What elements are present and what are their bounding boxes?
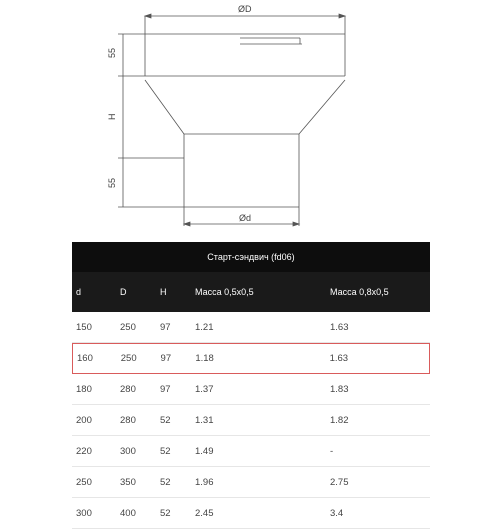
table-cell: 1.63 bbox=[330, 321, 349, 333]
table-cell: 280 bbox=[120, 414, 136, 426]
table-cell: 97 bbox=[160, 321, 171, 333]
table-cell: 180 bbox=[76, 383, 92, 395]
height-H-label: H bbox=[107, 113, 117, 120]
table-row bbox=[72, 374, 430, 405]
table-cell: 97 bbox=[160, 383, 171, 395]
table-cell: 2.45 bbox=[195, 507, 214, 519]
table-cell: 250 bbox=[76, 476, 92, 488]
table-cell: 97 bbox=[160, 353, 172, 364]
table-row bbox=[72, 405, 430, 436]
diameter-D-label: ØD bbox=[238, 4, 252, 14]
diameter-d-label: Ød bbox=[239, 213, 252, 223]
table-cell: 1.96 bbox=[195, 476, 214, 488]
table-cell: 400 bbox=[120, 507, 136, 519]
table-cell: 52 bbox=[160, 507, 171, 519]
spec-table bbox=[72, 242, 430, 529]
table-cell: 220 bbox=[76, 445, 92, 457]
table-row bbox=[72, 498, 430, 529]
table-title: Старт-сэндвич (fd06) bbox=[72, 242, 430, 272]
table-cell: 1.83 bbox=[330, 383, 349, 395]
table-cell: 3.4 bbox=[330, 507, 344, 519]
table-cell: 300 bbox=[76, 507, 92, 519]
table-row bbox=[72, 467, 430, 498]
table-cell: - bbox=[330, 445, 334, 457]
table-cell: 1.18 bbox=[195, 353, 214, 364]
header-mass-08: Масса 0,8х0,5 bbox=[330, 287, 389, 297]
table-cell: 52 bbox=[160, 476, 171, 488]
table-cell: 280 bbox=[120, 383, 136, 395]
table-cell: 200 bbox=[76, 414, 92, 426]
table-cell: 160 bbox=[77, 353, 93, 364]
header-mass-05: Масса 0,5х0,5 bbox=[195, 287, 254, 297]
header-D: D bbox=[120, 287, 127, 297]
table-cell: 150 bbox=[76, 321, 92, 333]
table-cell: 350 bbox=[120, 476, 136, 488]
header-H: H bbox=[160, 287, 167, 297]
table-cell: 1.21 bbox=[195, 321, 214, 333]
table-cell: 1.82 bbox=[330, 414, 349, 426]
table-cell: 1.37 bbox=[195, 383, 214, 395]
table-cell: 1.31 bbox=[195, 414, 214, 426]
header-d: d bbox=[76, 287, 82, 297]
table-cell: 52 bbox=[160, 414, 171, 426]
table-row bbox=[72, 436, 430, 467]
table-row bbox=[72, 312, 430, 343]
table-cell: 2.75 bbox=[330, 476, 349, 488]
table-header-row bbox=[72, 272, 430, 312]
table-cell: 250 bbox=[120, 321, 136, 333]
technical-drawing bbox=[0, 0, 500, 240]
table-cell: 1.49 bbox=[195, 445, 214, 457]
table-cell: 52 bbox=[160, 445, 171, 457]
top-55-label: 55 bbox=[107, 47, 117, 58]
table-cell: 300 bbox=[120, 445, 136, 457]
table-cell: 250 bbox=[120, 353, 137, 364]
bottom-55-label: 55 bbox=[107, 177, 117, 188]
table-row bbox=[72, 343, 430, 374]
table-cell: 1.63 bbox=[329, 353, 349, 364]
